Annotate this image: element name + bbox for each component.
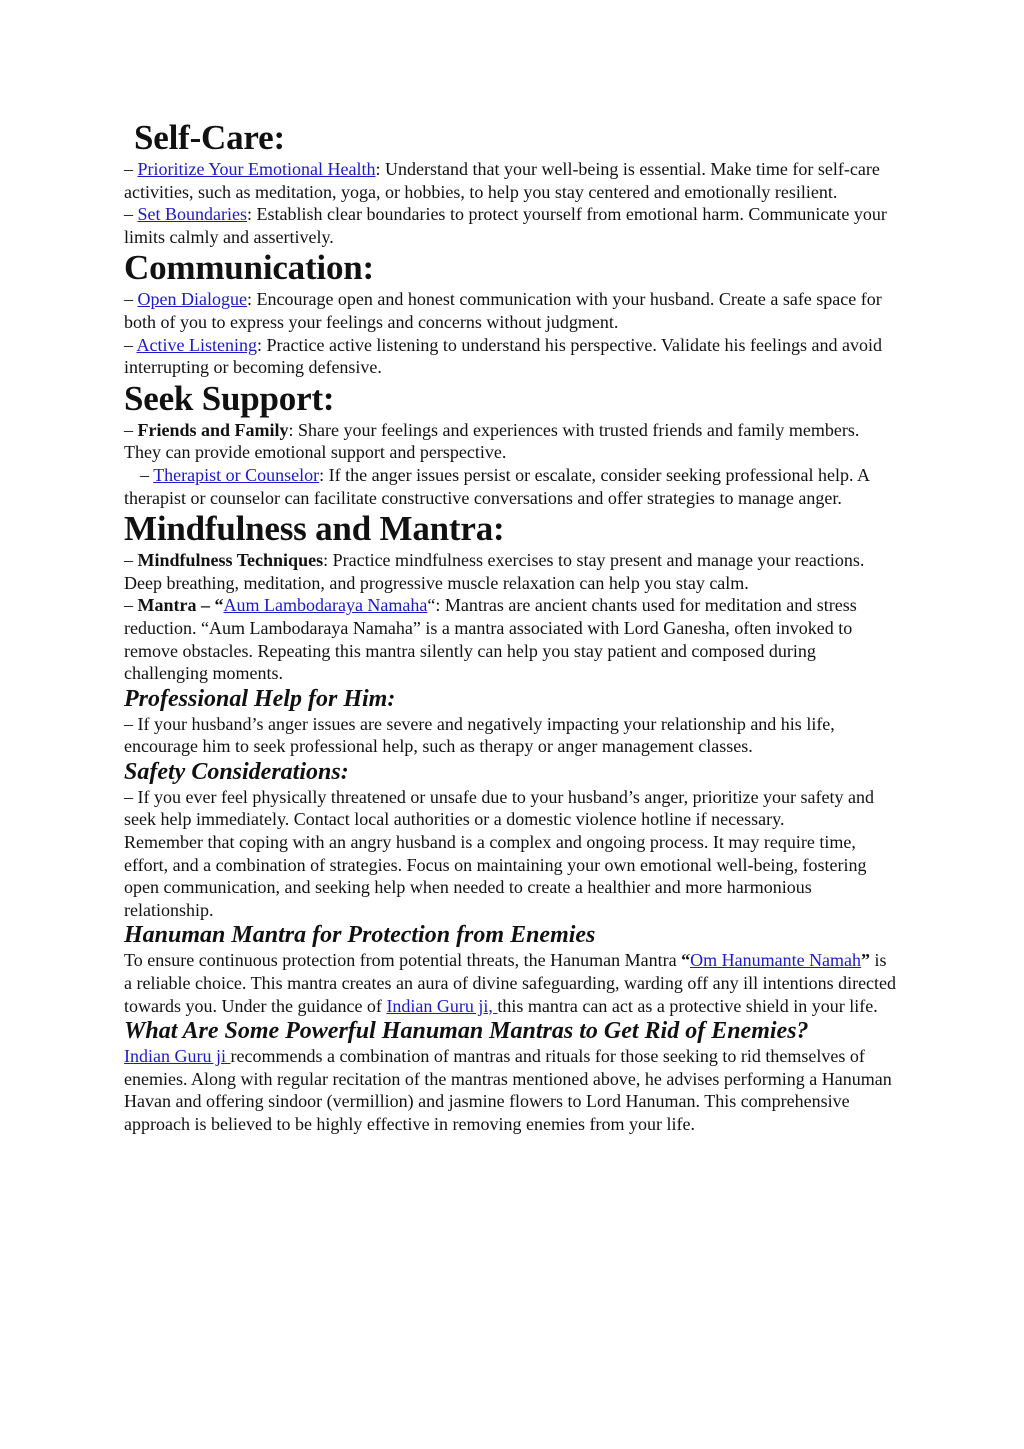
paragraph-safety: – If you ever feel physically threatened or unsafe due to your husband’s anger, prioritize your safety and seek help immediately. Contact local authorities or a domestic violence hotline if necessary. <box>124 786 875 830</box>
paragraph-remember: Remember that coping with an angry husband is a complex and ongoing process. It may require time, effort, and a combination of strategies. Focus on maintaining your own emotional well-being, fostering open communication, and seeking help when needed to create a healthier and more harmonious relationship. <box>124 832 867 920</box>
paragraph-mindfulness-techniques <box>124 549 899 594</box>
dash-prefix: – <box>124 289 138 310</box>
bold-friends-family: Friends and Family <box>137 419 289 440</box>
paragraph-mantra <box>124 594 899 684</box>
paragraph-prioritize-health <box>124 158 899 203</box>
paragraph-text: : Encourage open and honest communication with your husband. Create a safe space for both of you to express your feelings and concerns without judgment. <box>124 289 882 332</box>
paragraph-therapist <box>124 464 899 509</box>
paragraph-professional-help: – If your husband’s anger issues are severe and negatively impacting your relationship and his life, encourage him to seek professional help, such as therapy or anger management classes. <box>124 713 835 757</box>
heading-self-care: Self-Care: <box>134 118 285 157</box>
link-indian-guru-ji[interactable]: Indian Guru ji, <box>386 995 498 1016</box>
heading-communication: Communication: <box>124 248 374 288</box>
link-therapist-counselor[interactable]: Therapist or Counselor <box>153 464 320 485</box>
paragraph-text: this mantra can act as a protective shield in your life. <box>497 995 878 1016</box>
link-prioritize-emotional-health[interactable]: Prioritize Your Emotional Health <box>137 159 376 179</box>
bold-mindfulness-techniques: Mindfulness Techniques <box>137 550 324 571</box>
paragraph-text: : Practice active listening to understand his perspective. Validate his feelings and avoid interrupting or becoming defensive. <box>124 334 882 378</box>
paragraph-open-dialogue <box>124 288 899 333</box>
quote-close: ” <box>861 950 871 971</box>
paragraph-text: : Understand that your well-being is essential. Make time for self-care activities, such as meditation, yoga, or hobbies, to help you stay centered and emotionally resilient. <box>124 159 880 202</box>
heading-safety-considerations: Safety Considerations: <box>124 758 349 785</box>
heading-hanuman-protection: Hanuman Mantra for Protection from Enemies <box>124 922 596 949</box>
paragraph-text: : If the anger issues persist or escalate, consider seeking professional help. A therapist or counselor can facilitate constructive conversations and offer strategies to manage anger. <box>124 464 869 508</box>
paragraph-active-listening <box>124 334 899 379</box>
dash-prefix: – <box>124 159 138 179</box>
bold-mantra: Mantra – “ <box>137 595 224 616</box>
link-active-listening[interactable]: Active Listening <box>136 334 257 355</box>
paragraph-text: : Establish clear boundaries to protect yourself from emotional harm. Communicate your limits calmly and assertively. <box>124 204 887 247</box>
dash-prefix: – <box>124 595 138 616</box>
dash-prefix: – <box>124 419 138 440</box>
paragraph-set-boundaries <box>124 203 899 248</box>
dash-prefix: – <box>124 550 138 571</box>
paragraph-text: : Share your feelings and experiences with trusted friends and family members. They can provide emotional support and perspective. <box>124 419 860 463</box>
dash-prefix: – <box>124 204 138 225</box>
paragraph-text: is a reliable choice. This mantra creates an aura of divine safeguarding, warding off any ill intentions directed towards you. Under the guidance of <box>124 950 897 1016</box>
link-open-dialogue[interactable]: Open Dialogue <box>137 289 247 310</box>
heading-seek-support: Seek Support: <box>124 378 335 418</box>
paragraph-text: To ensure continuous protection from potential threats, the Hanuman Mantra <box>124 950 682 971</box>
paragraph-hanuman-protection <box>124 949 899 1017</box>
document-page <box>124 118 899 1136</box>
heading-powerful-mantras: What Are Some Powerful Hanuman Mantras to Get Rid of Enemies? <box>124 1018 809 1045</box>
paragraph-friends-family <box>124 419 899 464</box>
quote-open: “ <box>681 950 691 971</box>
dash-prefix: – <box>140 464 154 485</box>
link-om-hanumante-namah[interactable]: Om Hanumante Namah <box>690 950 862 971</box>
heading-professional-help: Professional Help for Him: <box>124 685 396 712</box>
link-indian-guru-ji-2[interactable]: Indian Guru ji <box>124 1046 231 1067</box>
dash-prefix: – <box>124 334 137 355</box>
paragraph-text: : Practice mindfulness exercises to stay present and manage your reactions. Deep breathing, meditation, and progressive muscle relaxation can help you stay calm. <box>124 550 865 593</box>
heading-mindfulness-mantra: Mindfulness and Mantra: <box>124 509 505 549</box>
paragraph-text: recommends a combination of mantras and rituals for those seeking to rid themselves of enemies. Along with regular recitation of the mantras mentioned above, he advises performing a Hanuman Havan and offering sindoor (vermillion) and jasmine flowers to Lord Hanuman. This comprehensive approach is believed to be highly effective in removing enemies from your life. <box>124 1046 892 1134</box>
link-set-boundaries[interactable]: Set Boundaries <box>137 204 247 225</box>
paragraph-powerful-mantras <box>124 1045 899 1135</box>
paragraph-text: “: Mantras are ancient chants used for meditation and stress reduction. “Aum Lambodaraya Namaha” is a mantra associated with Lord Ganesha, often invoked to remove obstacles. Repeating this mantra silently can help you stay patient and composed during challenging moments. <box>124 595 857 684</box>
link-aum-lambodaraya-namaha[interactable]: Aum Lambodaraya Namaha <box>223 595 428 616</box>
